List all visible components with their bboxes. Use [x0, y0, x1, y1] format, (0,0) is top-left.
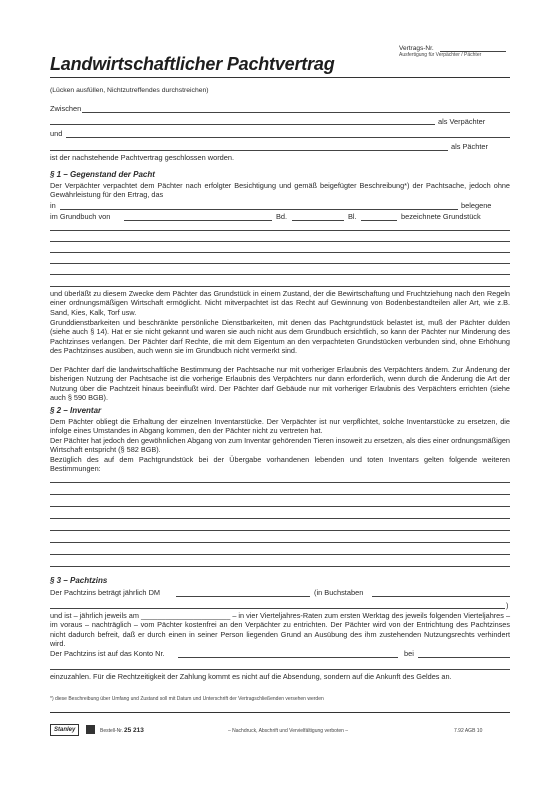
location-field[interactable] [60, 209, 458, 210]
section2-paragraph-2: Der Pächter hat jedoch den gewöhnlichen Abgang von zum Inventar gehörenden Tieren insoweit zu ersetzen, als dies einer ordnungsmäßigen Wirtschaft entspricht (§ 582 BGB). [50, 436, 510, 455]
bank-label: bei [404, 649, 414, 658]
section3-heading: § 3 – Pachtzins [50, 576, 108, 585]
account-number-field[interactable] [178, 657, 398, 658]
description-line-5[interactable] [50, 274, 510, 275]
inventary-line-6[interactable] [50, 542, 510, 543]
lessee-label: als Pächter [451, 142, 488, 151]
rent-words-label: (in Buchstaben [314, 588, 364, 597]
section1-paragraph-3: Der Pächter darf die landwirtschaftliche Bestimmung der Pachtsache nur mit vorheriger Erlaubnis des Verpächters ändern. Zur Änderung der bisherigen Nutzung der Pachtsache ist die vorherige Erlaubnis des Verpächters nur dann erforderlich, wenn durch die Änderung die Art der Nutzung über die Pachtzeit hinaus beeinflußt wird. Der Pächter darf Gebäude nur mit vorheriger Erlaubnis des Verpächters errichten (siehe auch § 590 BGB). [50, 365, 510, 403]
section1-intro: Der Verpächter verpachtet dem Pächter nach erfolgter Besichtigung und gemäß beigefügter Beschreibung*) der Pachtsache, jedoch ohne Gewährleistung für den Ertrag, das [50, 181, 510, 200]
inventary-line-5[interactable] [50, 530, 510, 531]
header-rule [50, 77, 510, 78]
inventary-line-1[interactable] [50, 482, 510, 483]
register-field[interactable] [124, 220, 272, 221]
description-line-6[interactable] [50, 286, 510, 287]
section3-paragraph-1: und ist – jährlich jeweils am ______________________ – in vier Vierteljahres-Raten zum ersten Werktag des jeweils folgenden Vierteljahres – im voraus – nachträglich – vom Pächter kostenfrei an den Verpächter zu entrichten. Der Pächter wird von der Entrichtung des Pachtzinses nicht dadurch befreit, daß er durch einen in seiner Person liegenden Grund an Ausübung des ihm zustehenden Nutzungsrechts verhindert wird. [50, 611, 510, 649]
sheet-label: Bl. [348, 212, 357, 221]
description-line-1[interactable] [50, 230, 510, 231]
contract-no-label: Vertrags-Nr. [399, 45, 434, 52]
inventary-line-8[interactable] [50, 566, 510, 567]
copyright-note: – Nachdruck, Abschrift und Vervielfältigung verboten – [228, 728, 349, 734]
lessee-field-2[interactable] [50, 150, 448, 151]
bank-field-1[interactable] [418, 657, 510, 658]
section1-paragraph-1: und überläßt zu diesem Zwecke dem Pächter das Grundstück in einem Zustand, der die Bewirtschaftung und Fruchtziehung nach den Regeln einer ordnungsmäßigen Wirtschaft ermöglicht. Nicht mitverpachtet ist das Recht auf Gewinnung von Bodenbestandteilen aller Art, wie z.B. Sand, Kies, Kalk, Torf usw. [50, 289, 510, 317]
description-line-4[interactable] [50, 263, 510, 264]
description-line-3[interactable] [50, 252, 510, 253]
sheet-field[interactable] [361, 220, 397, 221]
located-label: belegene [461, 201, 492, 210]
section2-paragraph-3: Bezüglich des auf dem Pachtgrundstück bei der Übergabe vorhandenen lebenden und toten Inventars gelten folgende weiteren Bestimmungen: [50, 455, 510, 474]
order-label: Bestell-Nr. [100, 728, 124, 734]
instruction-text: (Lücken ausfüllen, Nichtzutreffendes durchstreichen) [50, 87, 209, 94]
page-title: Landwirtschaftlicher Pachtvertrag [50, 54, 335, 74]
description-line-2[interactable] [50, 241, 510, 242]
section1-paragraph-2: Grunddienstbarkeiten und beschränkte persönliche Dienstbarkeiten, mit denen das Pachtgrundstück belastet ist, muß der Pächter dulden (siehe auch § 14). Hat er sie nicht gekannt und waren sie auch nicht aus dem Grundbuch ersichtlich, so kann der Pächter nur Minderung des Pachtzinses verlangen. Der Pächter darf Rechte, die mit dem Eigentum an den verpachteten Grundstücken verbunden sind, ohne Erhöhung des Pachtzinses ausüben, auch wenn sie im Grundbuch nicht vermerkt sind. [50, 318, 510, 356]
edition-code: 7.92 AGB 10 [454, 728, 483, 734]
volume-label: Bd. [276, 212, 288, 221]
concluded-text: ist der nachstehende Pachtvertrag geschlossen worden. [50, 153, 235, 162]
order-number: 25 213 [124, 727, 144, 734]
account-label: Der Pachtzins ist auf das Konto Nr. [50, 649, 165, 658]
section2-paragraph-1: Dem Pächter obliegt die Erhaltung der einzelnen Inventarstücke. Der Verpächter ist nur verpflichtet, solche Inventarstücke zu ersetzen, die infolge eines Umstandes in Abgang kommen, den der Pächter nicht zu vertreten hat. [50, 417, 510, 436]
rent-amount-field[interactable] [176, 596, 310, 597]
lessor-label: als Verpächter [438, 117, 486, 126]
rent-words-field-2[interactable] [50, 608, 505, 609]
rent-label: Der Pachtzins beträgt jährlich DM [50, 588, 161, 597]
inventary-line-2[interactable] [50, 494, 510, 495]
footnote: *) diese Beschreibung über Umfang und Zustand soll mit Datum und Unterschrift der Vertragschließenden versehen werden [50, 696, 324, 702]
section3-paragraph-2: einzuzahlen. Für die Rechtzeitigkeit der Zahlung kommt es nicht auf die Absendung, sondern auf die Ankunft des Geldes an. [50, 672, 452, 681]
brand-mark-icon [86, 725, 95, 734]
between-label: Zwischen [50, 104, 82, 113]
and-label: und [50, 129, 63, 138]
in-label: in [50, 201, 56, 210]
bank-field-2[interactable] [50, 669, 510, 670]
lessor-field-2[interactable] [50, 124, 435, 125]
copy-note: Ausfertigung für Verpächter / Pächter [399, 52, 482, 58]
register-label: im Grundbuch von [50, 212, 111, 221]
lessor-field-1[interactable] [82, 112, 510, 113]
inventary-line-4[interactable] [50, 518, 510, 519]
described-label: bezeichnete Grundstück [401, 212, 481, 221]
close-paren: ) [506, 601, 509, 610]
section1-heading: § 1 – Gegenstand der Pacht [50, 170, 155, 179]
rent-words-field-1[interactable] [372, 596, 510, 597]
footer-rule [50, 712, 510, 713]
volume-field[interactable] [292, 220, 344, 221]
inventary-line-7[interactable] [50, 554, 510, 555]
lessee-field-1[interactable] [66, 137, 510, 138]
section2-heading: § 2 – Inventar [50, 406, 102, 415]
inventary-line-3[interactable] [50, 506, 510, 507]
brand-logo: Stanley [50, 724, 79, 736]
